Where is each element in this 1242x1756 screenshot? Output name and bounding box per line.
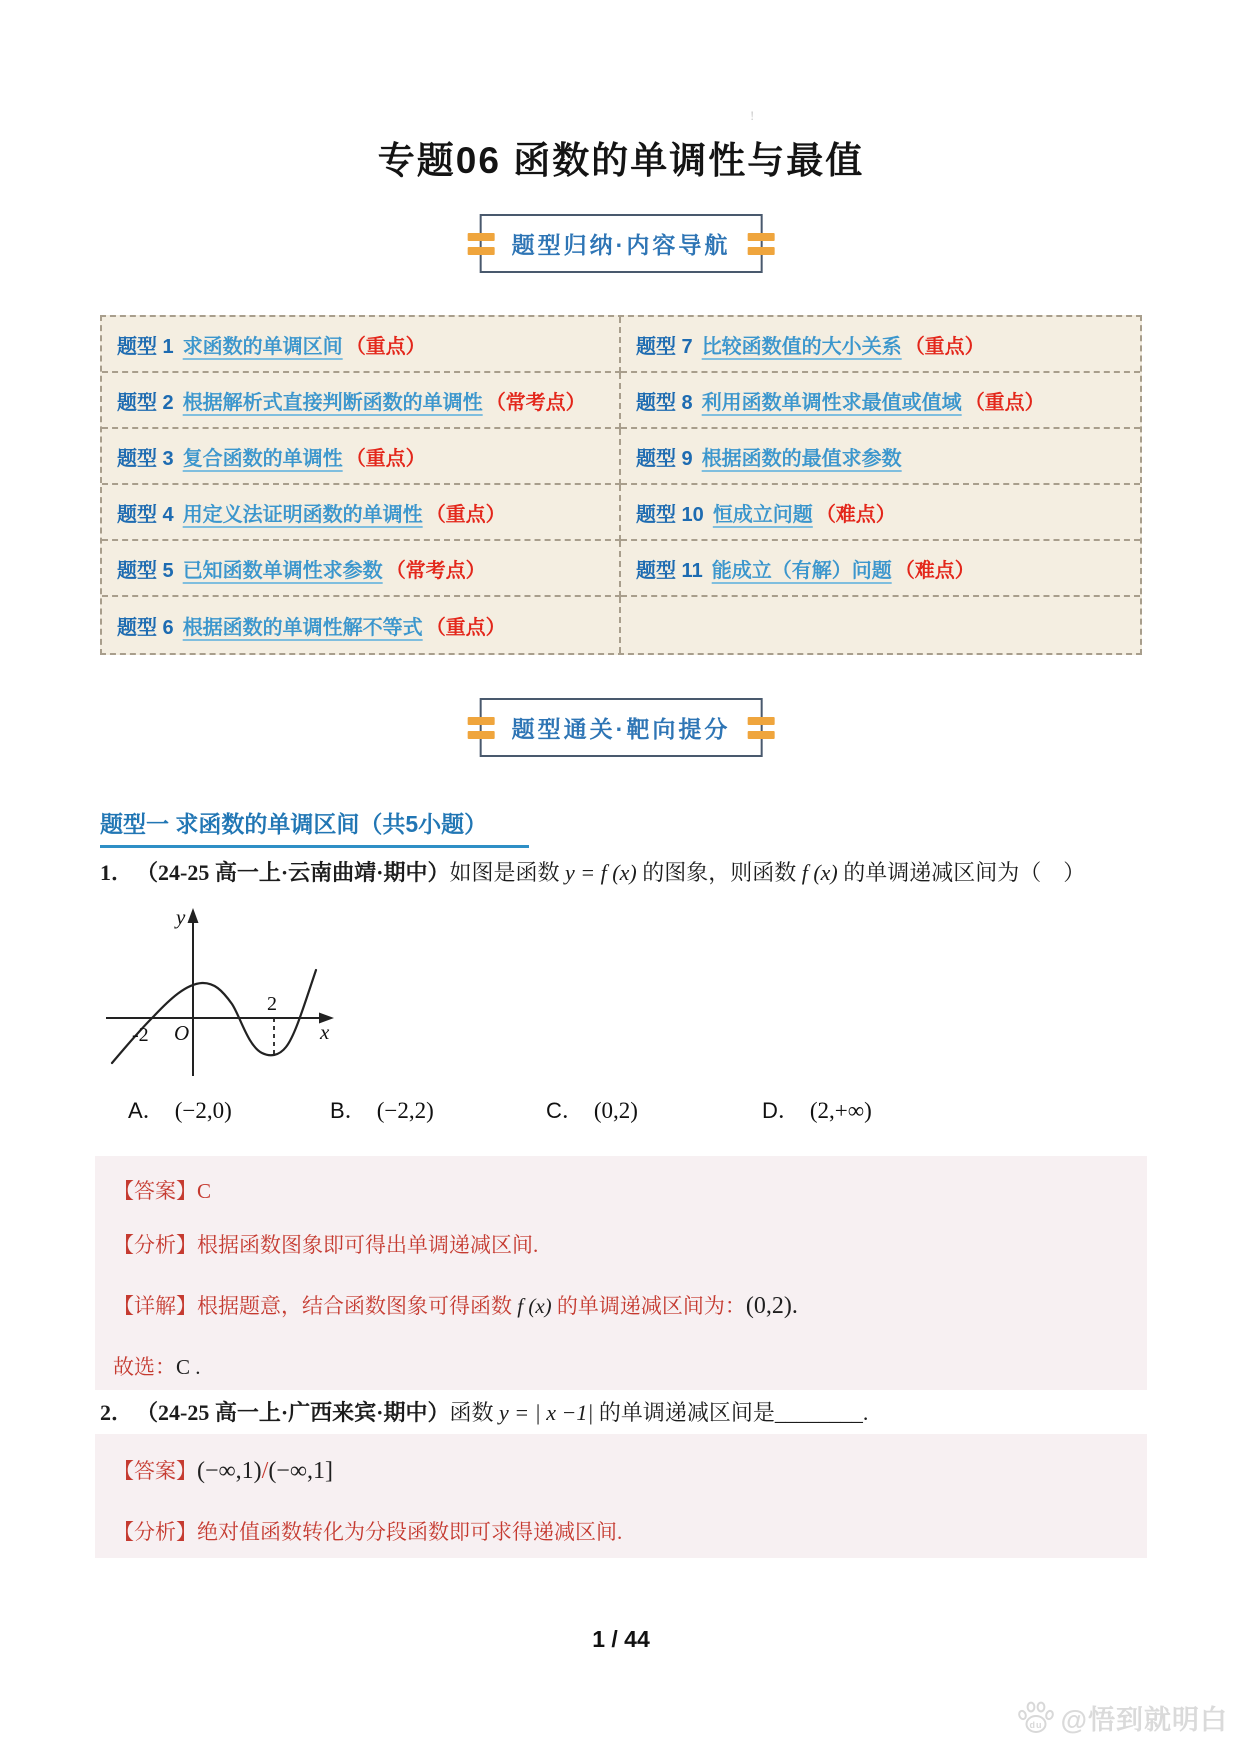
toc-tag: （重点） bbox=[425, 503, 506, 526]
interval-value: (−∞,1] bbox=[268, 1458, 333, 1484]
nav-banner bbox=[480, 214, 763, 273]
origin-label: O bbox=[174, 1021, 190, 1045]
toc-link[interactable]: 能成立（有解）问题 bbox=[711, 559, 892, 582]
analysis-text: 绝对值函数转化为分段函数即可求得递减区间. bbox=[197, 1519, 623, 1544]
toc-row-6-left bbox=[102, 597, 621, 653]
toc-num: 题型 1 bbox=[117, 335, 174, 358]
x-tick-2: 2 bbox=[267, 993, 277, 1015]
analysis-text: 根据函数图象即可得出单调递减区间. bbox=[197, 1233, 539, 1258]
option-label: A． bbox=[128, 1098, 165, 1123]
option-label: D． bbox=[762, 1098, 800, 1123]
math-expression: y = f (x) bbox=[565, 860, 637, 885]
question-1-answer-block bbox=[95, 1156, 1147, 1390]
watermark bbox=[1017, 1698, 1228, 1737]
y-axis-label: y bbox=[176, 905, 186, 929]
analysis-line bbox=[113, 1517, 1129, 1547]
toc-num: 题型 7 bbox=[636, 335, 693, 358]
toc-num: 题型 10 bbox=[636, 503, 704, 526]
toc-tag: （重点） bbox=[904, 335, 985, 358]
conclusion-line bbox=[113, 1352, 1129, 1382]
interval-value: (−∞,1) bbox=[197, 1458, 262, 1484]
toc-tag: （常考点） bbox=[485, 391, 586, 414]
topic-toc-table bbox=[100, 315, 1142, 655]
toc-row-2-left bbox=[102, 373, 621, 429]
toc-row-5-right bbox=[621, 541, 1140, 597]
detail-line bbox=[113, 1289, 1129, 1324]
banner-deco-left-icon bbox=[468, 717, 495, 739]
answer-line bbox=[113, 1454, 1129, 1489]
x-tick-neg2: -2 bbox=[132, 1024, 149, 1046]
toc-tag: （难点） bbox=[894, 559, 975, 582]
toc-tag: （重点） bbox=[345, 335, 426, 358]
banner-deco-left-icon bbox=[468, 233, 495, 255]
question-1-options bbox=[128, 1094, 872, 1125]
toc-num: 题型 2 bbox=[117, 391, 174, 414]
toc-link[interactable]: 根据函数的单调性解不等式 bbox=[182, 616, 423, 639]
conclusion-choice: C . bbox=[176, 1354, 201, 1379]
section-heading: 题型一 求函数的单调区间（共5小题） bbox=[100, 806, 529, 848]
option-a bbox=[128, 1094, 330, 1125]
answer-value: C bbox=[197, 1179, 212, 1203]
analysis-label: 【分析】 bbox=[113, 1233, 197, 1258]
toc-num: 题型 11 bbox=[636, 559, 703, 582]
toc-link[interactable]: 求函数的单调区间 bbox=[182, 335, 343, 358]
toc-row-4-left bbox=[102, 485, 621, 541]
math-expression: f (x) bbox=[801, 860, 838, 885]
toc-row-3-right bbox=[621, 429, 1140, 485]
toc-tag: （重点） bbox=[345, 447, 426, 470]
question-number: 1． bbox=[100, 860, 134, 885]
option-b bbox=[330, 1094, 546, 1125]
stem-text: . bbox=[862, 1400, 869, 1425]
nav-banner-label: 题型归纳·内容导航 bbox=[511, 232, 731, 258]
math-expression: y = | x −1| bbox=[499, 1400, 594, 1425]
toc-row-1-left bbox=[102, 317, 621, 373]
answer-slash: / bbox=[261, 1458, 269, 1484]
question-source: （24-25 高一上·云南曲靖·期中） bbox=[147, 860, 450, 885]
function-graph bbox=[98, 898, 348, 1084]
toc-row-1-right bbox=[621, 317, 1140, 373]
detail-text: 根据题意，结合函数图象可得函数 bbox=[197, 1293, 518, 1318]
stem-text: 函数 bbox=[449, 1400, 500, 1425]
page-number: 1 / 44 bbox=[592, 1626, 650, 1652]
toc-tag: （常考点） bbox=[385, 559, 486, 582]
toc-link[interactable]: 已知函数单调性求参数 bbox=[182, 559, 383, 582]
toc-num: 题型 9 bbox=[636, 447, 693, 470]
toc-row-2-right bbox=[621, 373, 1140, 429]
baidu-paw-icon bbox=[1017, 1701, 1057, 1735]
math-expression: f (x) bbox=[517, 1293, 552, 1318]
question-source: （24-25 高一上·广西来宾·期中） bbox=[147, 1400, 450, 1425]
option-d bbox=[762, 1094, 872, 1125]
question-number: 2． bbox=[100, 1400, 134, 1425]
toc-link[interactable]: 根据函数的最值求参数 bbox=[701, 447, 902, 470]
answer-label: 【答案】 bbox=[113, 1179, 197, 1203]
banner-deco-right-icon bbox=[747, 233, 774, 255]
toc-tag: （难点） bbox=[815, 503, 896, 526]
question-2-answer-block bbox=[95, 1434, 1147, 1558]
toc-link[interactable]: 用定义法证明函数的单调性 bbox=[182, 503, 423, 526]
practice-banner-label: 题型通关·靶向提分 bbox=[511, 716, 731, 742]
conclusion-prefix: 故选： bbox=[113, 1354, 176, 1379]
toc-link[interactable]: 比较函数值的大小关系 bbox=[701, 335, 902, 358]
toc-row-6-right-empty bbox=[621, 597, 1140, 653]
function-curve bbox=[112, 970, 316, 1063]
detail-label: 【详解】 bbox=[113, 1293, 197, 1318]
y-axis-arrow-icon bbox=[188, 908, 199, 923]
watermark-handle: @悟到就明白 bbox=[1060, 1705, 1228, 1735]
analysis-line bbox=[113, 1230, 1129, 1260]
toc-num: 题型 3 bbox=[117, 447, 174, 470]
faint-top-mark: ! bbox=[750, 108, 755, 123]
practice-banner bbox=[480, 698, 763, 757]
option-value: (−2,0) bbox=[174, 1098, 232, 1123]
toc-num: 题型 8 bbox=[636, 391, 693, 414]
option-value: (2,+∞) bbox=[809, 1098, 872, 1123]
toc-num: 题型 5 bbox=[117, 559, 174, 582]
toc-link[interactable]: 复合函数的单调性 bbox=[182, 447, 343, 470]
toc-num: 题型 4 bbox=[117, 503, 174, 526]
answer-line bbox=[113, 1176, 1129, 1206]
banner-deco-right-icon bbox=[747, 717, 774, 739]
toc-link[interactable]: 根据解析式直接判断函数的单调性 bbox=[182, 391, 483, 414]
question-1-stem bbox=[100, 856, 1150, 887]
toc-num: 题型 6 bbox=[117, 616, 174, 639]
option-label: C． bbox=[546, 1098, 584, 1123]
toc-row-3-left bbox=[102, 429, 621, 485]
toc-row-5-left bbox=[102, 541, 621, 597]
stem-text: 的单调递减区间为（ ） bbox=[837, 860, 1086, 885]
page-title: 专题06 函数的单调性与最值 bbox=[377, 140, 865, 181]
toc-link[interactable]: 利用函数单调性求最值或值域 bbox=[701, 391, 962, 414]
option-value: (−2,2) bbox=[376, 1098, 434, 1123]
interval-value: (0,2). bbox=[745, 1292, 798, 1319]
toc-link[interactable]: 恒成立问题 bbox=[712, 503, 813, 526]
x-axis-label: x bbox=[320, 1020, 330, 1044]
toc-row-4-right bbox=[621, 485, 1140, 541]
analysis-label: 【分析】 bbox=[113, 1519, 197, 1544]
stem-text: 的图象，则函数 bbox=[636, 860, 802, 885]
stem-text: 如图是函数 bbox=[449, 860, 566, 885]
toc-tag: （重点） bbox=[964, 391, 1045, 414]
paw-du-text: du bbox=[1029, 1719, 1043, 1730]
toc-tag: （重点） bbox=[425, 616, 506, 639]
fill-blank: ________ bbox=[774, 1400, 863, 1425]
option-c bbox=[546, 1094, 762, 1125]
detail-text: 的单调递减区间为： bbox=[551, 1293, 746, 1318]
stem-text: 的单调递减区间是 bbox=[593, 1400, 775, 1425]
question-2-stem bbox=[100, 1396, 1150, 1427]
answer-label: 【答案】 bbox=[113, 1459, 197, 1483]
option-value: (0,2) bbox=[593, 1098, 638, 1123]
option-label: B． bbox=[330, 1098, 367, 1123]
